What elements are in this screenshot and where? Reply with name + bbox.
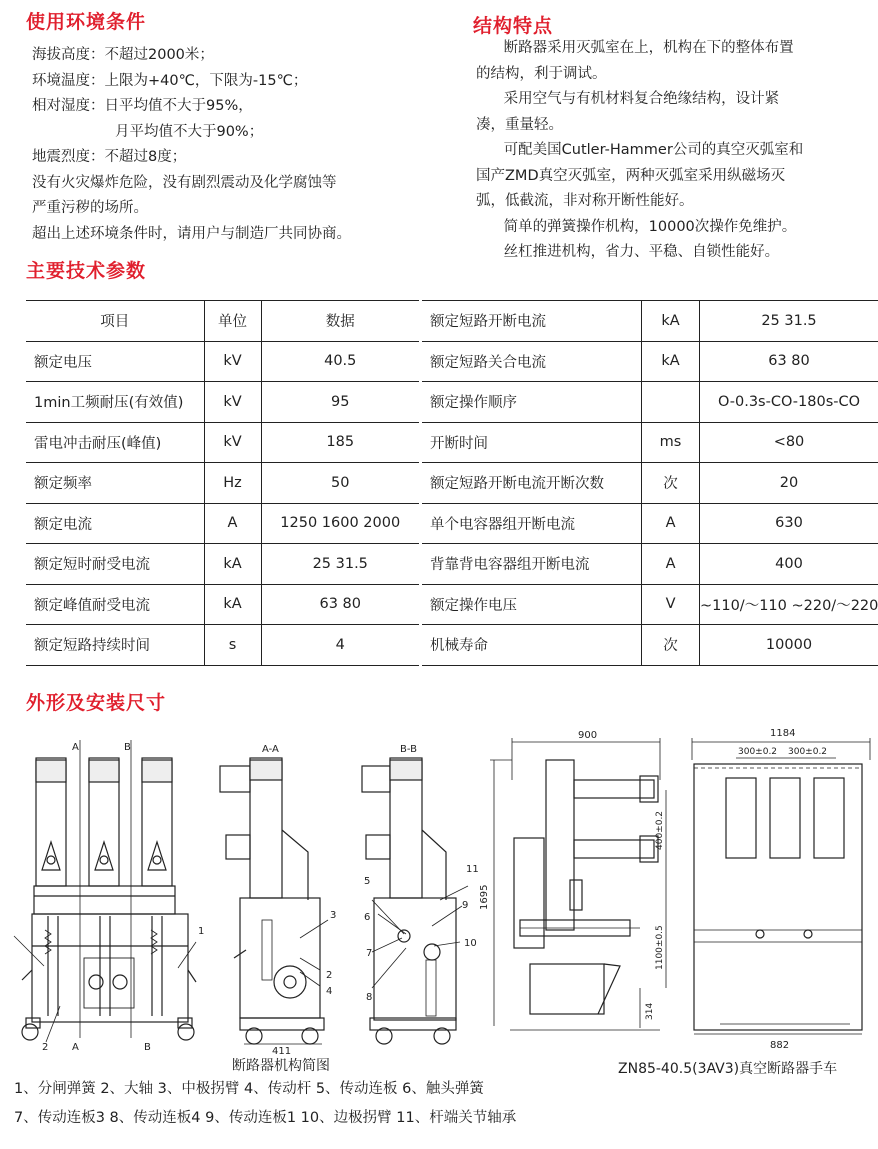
param-name: 额定电流: [26, 503, 204, 544]
breaker-drawings: [0, 720, 878, 1060]
param-value: 1250 1600 2000: [261, 503, 419, 544]
env-line: 海拔高度：不超过2000米；: [32, 47, 214, 63]
params-left-row: [26, 625, 419, 666]
param-name: 额定电压: [26, 341, 204, 382]
param-name: 额定短路关合电流: [422, 341, 642, 382]
label-a-top: A: [72, 742, 79, 753]
param-unit: kV: [204, 422, 261, 463]
dim-314: 314: [645, 1002, 655, 1020]
params-right-row: [422, 544, 878, 585]
params-table-right: [422, 300, 878, 666]
params-right-row: [422, 463, 878, 504]
params-left-row: [26, 382, 419, 423]
dim-1695: 1695: [479, 884, 490, 910]
params-table-left: [26, 300, 419, 666]
param-unit: kA: [642, 301, 700, 342]
param-unit: kV: [204, 382, 261, 423]
callout-3: 3: [330, 910, 337, 921]
params-left-row: [26, 544, 419, 585]
legend-line-2: 7、传动连板3 8、传动连板4 9、传动连板1 10、边极拐臂 11、杆端关节轴承: [14, 1110, 517, 1126]
callout-1: 1: [198, 926, 205, 937]
env-line: 月平均值不大于90%；: [32, 123, 264, 140]
param-value: 63 80: [699, 341, 878, 382]
param-unit: [642, 382, 700, 423]
section-aa-view: [220, 758, 328, 1044]
param-unit: kV: [204, 341, 261, 382]
env-line: 地震烈度：不超过8度；: [32, 149, 187, 165]
param-unit: kA: [204, 584, 261, 625]
param-name: 单个电容器组开断电流: [422, 503, 642, 544]
dim-411: 411: [272, 1046, 292, 1057]
label-b-top: B: [124, 742, 131, 753]
param-name: 额定操作顺序: [422, 382, 642, 423]
features-line: 简单的弹簧操作机构，10000次操作免维护。: [476, 218, 797, 235]
dim-882: 882: [770, 1040, 790, 1051]
param-name: 1min工频耐压(有效值): [26, 382, 204, 423]
param-value: 63 80: [261, 584, 419, 625]
caption-mechanism: 断路器机构简图: [232, 1058, 330, 1074]
param-name: 机械寿命: [422, 625, 642, 666]
param-unit: kA: [204, 544, 261, 585]
params-left-header-row: [26, 301, 419, 342]
param-unit: ms: [642, 422, 700, 463]
param-unit: A: [642, 503, 700, 544]
param-unit: Hz: [204, 463, 261, 504]
env-title: 使用环境条件: [26, 11, 147, 33]
params-right-row: [422, 422, 878, 463]
env-line: 没有火灾爆炸危险，没有剧烈震动及化学腐蚀等: [32, 174, 337, 191]
param-value: 25 31.5: [261, 544, 419, 585]
dim-900: 900: [578, 730, 598, 741]
params-left-row: [26, 503, 419, 544]
params-left-row: [26, 584, 419, 625]
param-unit: 次: [642, 625, 700, 666]
callout-9: 9: [462, 900, 469, 911]
env-line: 严重污秽的场所。: [32, 200, 148, 216]
section-bb-view: [362, 758, 468, 1044]
params-right-row: [422, 301, 878, 342]
features-line: 凑，重量轻。: [476, 116, 563, 133]
rear-view: [692, 738, 870, 1034]
param-unit: 次: [642, 463, 700, 504]
callout-7: 7: [366, 948, 373, 959]
callout-2: 2: [326, 970, 333, 981]
params-title: 主要技术参数: [26, 260, 147, 282]
param-name: 额定短时耐受电流: [26, 544, 204, 585]
param-unit: s: [204, 625, 261, 666]
param-value: 40.5: [261, 341, 419, 382]
callout-5: 5: [364, 876, 371, 887]
callout-11: 11: [466, 864, 479, 875]
param-value: 10000: [699, 625, 878, 666]
front-view: [14, 740, 196, 1042]
env-line: 相对湿度：日平均值不大于95%，: [32, 98, 253, 114]
param-name: 额定峰值耐受电流: [26, 584, 204, 625]
label-aa: A-A: [262, 744, 279, 755]
param-value: 数据: [261, 301, 419, 342]
param-unit: A: [204, 503, 261, 544]
param-name: 开断时间: [422, 422, 642, 463]
dim-300b: 300±0.2: [788, 747, 828, 757]
callout-8: 8: [366, 992, 373, 1003]
params-right-row: [422, 584, 878, 625]
param-unit: A: [642, 544, 700, 585]
params-right-row: [422, 503, 878, 544]
params-left-row: [26, 341, 419, 382]
param-name: 额定频率: [26, 463, 204, 504]
features-title: 结构特点: [473, 15, 554, 37]
features-line: 弧，低截流，非对称开断性能好。: [476, 193, 694, 209]
params-left-row: [26, 422, 419, 463]
side-view: [490, 738, 666, 1030]
env-text: [32, 43, 351, 247]
label-bb: B-B: [400, 744, 417, 755]
param-name: 额定短路持续时间: [26, 625, 204, 666]
param-name: 项目: [26, 301, 204, 342]
features-line: 国产ZMD真空灭弧室，两种灭弧室采用纵磁场灭: [476, 167, 786, 184]
callout-4: 4: [326, 986, 333, 997]
features-line: 断路器采用灭弧室在上，机构在下的整体布置: [476, 40, 794, 56]
param-value: 630: [699, 503, 878, 544]
params-right-row: [422, 382, 878, 423]
param-name: 背靠背电容器组开断电流: [422, 544, 642, 585]
param-value: 50: [261, 463, 419, 504]
param-value: 400: [699, 544, 878, 585]
param-value: O-0.3s-CO-180s-CO: [699, 382, 878, 423]
param-name: 雷电冲击耐压(峰值): [26, 422, 204, 463]
dim-300a: 300±0.2: [738, 747, 778, 757]
dim-1184: 1184: [770, 728, 796, 739]
env-line: 超出上述环境条件时，请用户与制造厂共同协商。: [32, 225, 351, 242]
param-value: ~110/～110 ~220/～220: [699, 584, 878, 625]
param-value: 20: [699, 463, 878, 504]
param-unit: kA: [642, 341, 700, 382]
features-line: 可配美国Cutler-Hammer公司的真空灭弧室和: [476, 142, 804, 158]
param-unit: 单位: [204, 301, 261, 342]
features-line: 的结构，利于调试。: [476, 65, 607, 82]
param-name: 额定短路开断电流开断次数: [422, 463, 642, 504]
callout-6: 6: [364, 912, 371, 923]
features-line: 采用空气与有机材料复合绝缘结构，设计紧: [476, 91, 780, 107]
features-line: 丝杠推进机构，省力、平稳、自锁性能好。: [476, 244, 780, 260]
params-left-row: [26, 463, 419, 504]
param-value: <80: [699, 422, 878, 463]
params-right-row: [422, 341, 878, 382]
env-line: 环境温度：上限为+40℃，下限为-15℃；: [32, 72, 308, 89]
param-unit: V: [642, 584, 700, 625]
callout-10: 10: [464, 938, 477, 949]
callout-2-front: 2: [42, 1042, 49, 1053]
param-name: 额定操作电压: [422, 584, 642, 625]
legend-line-1: 1、分闸弹簧 2、大轴 3、中极拐臂 4、传动杆 5、传动连板 6、触头弹簧: [14, 1081, 484, 1097]
dim-1100: 1100±0.5: [655, 925, 665, 970]
param-value: 4: [261, 625, 419, 666]
param-value: 25 31.5: [699, 301, 878, 342]
param-value: 95: [261, 382, 419, 423]
params-right-row: [422, 625, 878, 666]
features-text: [476, 36, 803, 266]
caption-trolley: ZN85-40.5(3AV3)真空断路器手车: [618, 1061, 838, 1077]
dim-400: 400±0.2: [655, 810, 665, 850]
label-b-bottom: B: [144, 1042, 151, 1053]
param-value: 185: [261, 422, 419, 463]
label-a-bottom: A: [72, 1042, 79, 1053]
param-name: 额定短路开断电流: [422, 301, 642, 342]
dims-title: 外形及安装尺寸: [26, 692, 167, 714]
